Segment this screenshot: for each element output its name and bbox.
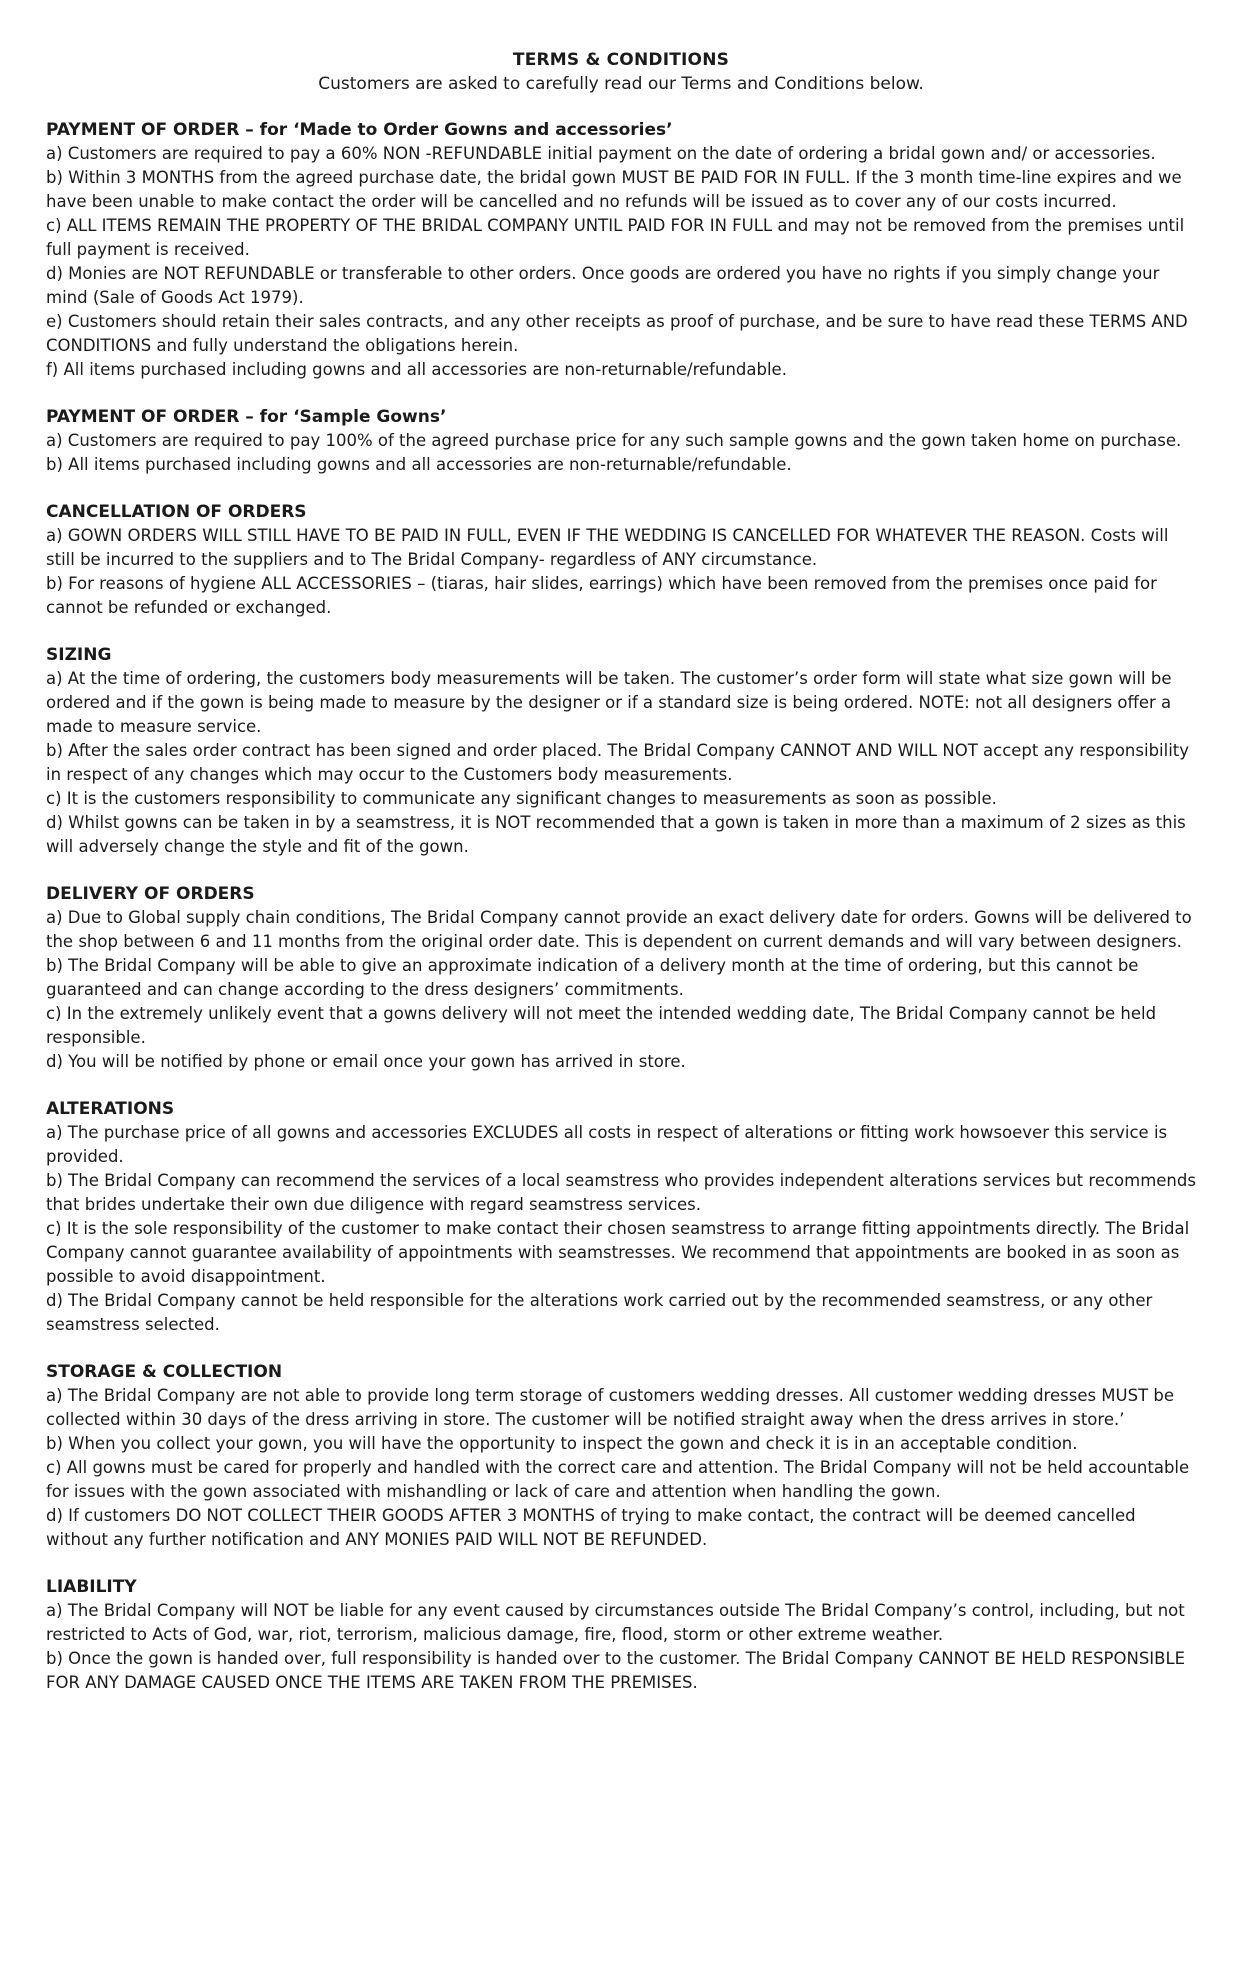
- section-payment-made-to-order: [46, 118, 1196, 382]
- clause: a) At the time of ordering, the customers body measurements will be taken. The customer’s order form will state what size gown will be ordered and if the gown is being made to measure by the designer or if a standard size is being ordered. NOTE: not all designers offer a made to measure service.: [46, 669, 1172, 736]
- section-heading: SIZING: [46, 645, 112, 665]
- section-heading: CANCELLATION OF ORDERS: [46, 502, 307, 522]
- section-heading: STORAGE & COLLECTION: [46, 1362, 283, 1382]
- section-heading: ALTERATIONS: [46, 1099, 175, 1119]
- clause: b) When you collect your gown, you will have the opportunity to inspect the gown and check it is in an acceptable condition.: [46, 1434, 1078, 1453]
- section-delivery: [46, 882, 1196, 1074]
- clause: a) The Bridal Company are not able to provide long term storage of customers wedding dresses. All customer wedding dresses MUST be collected within 30 days of the dress arriving in store. The customer will be notified straight away when the dress arrives in store.’: [46, 1386, 1175, 1429]
- clause: b) Within 3 MONTHS from the agreed purchase date, the bridal gown MUST BE PAID FOR IN FULL. If the 3 month time-line expires and we have been unable to make contact the order will be cancelled and no refunds will be issued as to cover any of our costs incurred.: [46, 168, 1182, 211]
- clause: a) The purchase price of all gowns and accessories EXCLUDES all costs in respect of alterations or fitting work howsoever this service is provided.: [46, 1123, 1168, 1166]
- clause: c) In the extremely unlikely event that a gowns delivery will not meet the intended wedding date, The Bridal Company cannot be held responsible.: [46, 1004, 1157, 1047]
- clause: d) If customers DO NOT COLLECT THEIR GOODS AFTER 3 MONTHS of trying to make contact, the contract will be deemed cancelled without any further notification and ANY MONIES PAID WILL NOT BE REFUNDED.: [46, 1506, 1136, 1549]
- section-alterations: [46, 1097, 1196, 1337]
- clause: b) After the sales order contract has been signed and order placed. The Bridal Company CANNOT AND WILL NOT accept any responsibility in respect of any changes which may occur to the Customers body measurements.: [46, 741, 1190, 784]
- section-heading: PAYMENT OF ORDER – for ‘Made to Order Gowns and accessories’: [46, 120, 673, 140]
- clause: a) Customers are required to pay a 60% NON -REFUNDABLE initial payment on the date of ordering a bridal gown and/ or accessories.: [46, 144, 1156, 163]
- clause: c) It is the sole responsibility of the customer to make contact their chosen seamstress to arrange fitting appointments directly. The Bridal Company cannot guarantee availability of appointments with seamstresses. We recommend that appointments are booked in as soon as possible to avoid disappointment.: [46, 1219, 1190, 1286]
- clause: a) Due to Global supply chain conditions, The Bridal Company cannot provide an exact delivery date for orders. Gowns will be delivered to the shop between 6 and 11 months from the original order date. This is dependent on current demands and will vary between designers.: [46, 908, 1192, 951]
- clause: f) All items purchased including gowns and all accessories are non-returnable/refundable.: [46, 360, 787, 379]
- section-heading: PAYMENT OF ORDER – for ‘Sample Gowns’: [46, 407, 447, 427]
- clause: c) All gowns must be cared for properly and handled with the correct care and attention. The Bridal Company will not be held accountable for issues with the gown associated with mishandling or lack of care and attention when handling the gown.: [46, 1458, 1190, 1501]
- clause: b) The Bridal Company will be able to give an approximate indication of a delivery month at the time of ordering, but this cannot be guaranteed and can change according to the dress designers’ commitments.: [46, 956, 1139, 999]
- clause: d) Monies are NOT REFUNDABLE or transferable to other orders. Once goods are ordered you have no rights if you simply change your mind (Sale of Goods Act 1979).: [46, 264, 1160, 307]
- clause: b) All items purchased including gowns and all accessories are non-returnable/refundable.: [46, 455, 792, 474]
- clause: c) It is the customers responsibility to communicate any significant changes to measurements as soon as possible.: [46, 789, 997, 808]
- section-liability: [46, 1575, 1196, 1695]
- section-heading: DELIVERY OF ORDERS: [46, 884, 255, 904]
- clause: d) Whilst gowns can be taken in by a seamstress, it is NOT recommended that a gown is taken in more than a maximum of 2 sizes as this will adversely change the style and fit of the gown.: [46, 813, 1186, 856]
- clause: d) You will be notified by phone or email once your gown has arrived in store.: [46, 1052, 686, 1071]
- document-subtitle: Customers are asked to carefully read our Terms and Conditions below.: [318, 74, 924, 94]
- clause: b) The Bridal Company can recommend the services of a local seamstress who provides independent alterations services but recommends that brides undertake their own due diligence with regard seamstress services.: [46, 1171, 1196, 1214]
- clause: a) GOWN ORDERS WILL STILL HAVE TO BE PAID IN FULL, EVEN IF THE WEDDING IS CANCELLED FOR WHATEVER THE REASON. Costs will still be incurred to the suppliers and to The Bridal Company- regardless of ANY circumstance.: [46, 526, 1169, 569]
- clause: b) For reasons of hygiene ALL ACCESSORIES – (tiaras, hair slides, earrings) which have been removed from the premises once paid for cannot be refunded or exchanged.: [46, 574, 1157, 617]
- section-sizing: [46, 643, 1196, 859]
- document-title: TERMS & CONDITIONS: [512, 50, 730, 70]
- clause: b) Once the gown is handed over, full responsibility is handed over to the customer. The Bridal Company CANNOT BE HELD RESPONSIBLE FOR ANY DAMAGE CAUSED ONCE THE ITEMS ARE TAKEN FROM THE PREMISES.: [46, 1649, 1186, 1692]
- section-payment-sample-gowns: [46, 405, 1196, 477]
- section-cancellation: [46, 500, 1196, 620]
- clause: e) Customers should retain their sales contracts, and any other receipts as proof of purchase, and be sure to have read these TERMS AND CONDITIONS and fully understand the obligations herein.: [46, 312, 1188, 355]
- section-storage-collection: [46, 1360, 1196, 1552]
- clause: c) ALL ITEMS REMAIN THE PROPERTY OF THE BRIDAL COMPANY UNTIL PAID FOR IN FULL and may not be removed from the premises until full payment is received.: [46, 216, 1185, 259]
- clause: d) The Bridal Company cannot be held responsible for the alterations work carried out by the recommended seamstress, or any other seamstress selected.: [46, 1291, 1153, 1334]
- section-heading: LIABILITY: [46, 1577, 137, 1597]
- clause: a) Customers are required to pay 100% of the agreed purchase price for any such sample gowns and the gown taken home on purchase.: [46, 431, 1182, 450]
- terms-document: [46, 48, 1196, 1718]
- clause: a) The Bridal Company will NOT be liable for any event caused by circumstances outside The Bridal Company’s control, including, but not restricted to Acts of God, war, riot, terrorism, malicious damage, fire, flood, storm or other extreme weather.: [46, 1601, 1185, 1644]
